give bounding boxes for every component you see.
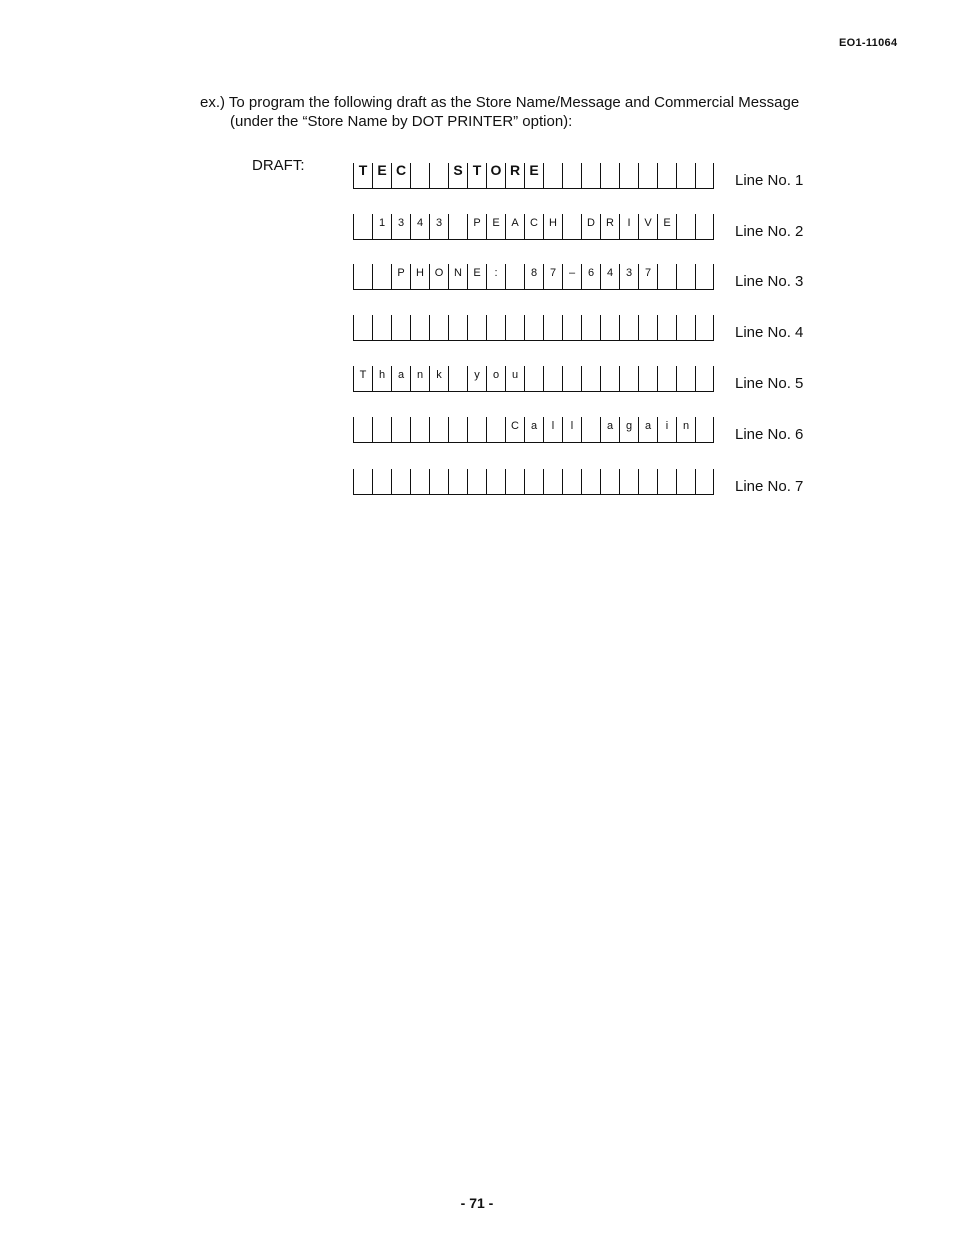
char-cell: a — [391, 366, 410, 392]
line-number-label: Line No. 1 — [735, 172, 804, 189]
char-cell: P — [391, 264, 410, 290]
draft-line-2 — [353, 214, 714, 240]
char-cell — [695, 315, 714, 341]
char-cell: 7 — [543, 264, 562, 290]
char-cell: O — [429, 264, 448, 290]
char-cell — [448, 315, 467, 341]
draft-line-5 — [353, 366, 714, 392]
char-cell — [695, 366, 714, 392]
char-cell: 3 — [391, 214, 410, 240]
char-cell — [638, 315, 657, 341]
char-cell — [486, 315, 505, 341]
char-cell: i — [657, 417, 676, 443]
char-cell — [657, 264, 676, 290]
draft-line-3 — [353, 264, 714, 290]
char-cell — [505, 264, 524, 290]
char-cell — [581, 469, 600, 495]
char-cell — [543, 469, 562, 495]
char-cell: T — [353, 163, 372, 189]
char-cell — [638, 163, 657, 189]
char-cell: 3 — [619, 264, 638, 290]
char-cell — [619, 315, 638, 341]
char-cell — [676, 163, 695, 189]
char-cell: O — [486, 163, 505, 189]
line-number-label: Line No. 3 — [735, 273, 804, 290]
char-cell: C — [391, 163, 410, 189]
draft-line-1 — [353, 163, 714, 189]
char-cell — [410, 469, 429, 495]
char-cell: R — [505, 163, 524, 189]
draft-line-6 — [353, 417, 714, 443]
char-cell — [486, 469, 505, 495]
char-cell — [543, 366, 562, 392]
char-cell — [695, 163, 714, 189]
char-cell: N — [448, 264, 467, 290]
char-cell: C — [524, 214, 543, 240]
line-number-label: Line No. 6 — [735, 426, 804, 443]
char-cell — [372, 417, 391, 443]
char-cell — [524, 469, 543, 495]
char-cell: R — [600, 214, 619, 240]
draft-line-4 — [353, 315, 714, 341]
char-cell: I — [619, 214, 638, 240]
char-cell — [676, 264, 695, 290]
char-cell: a — [600, 417, 619, 443]
char-cell — [581, 315, 600, 341]
char-cell — [448, 214, 467, 240]
char-cell — [562, 163, 581, 189]
char-cell — [353, 315, 372, 341]
char-cell — [638, 469, 657, 495]
char-cell — [353, 264, 372, 290]
char-cell — [353, 469, 372, 495]
line-number-label: Line No. 4 — [735, 324, 804, 341]
char-cell: P — [467, 214, 486, 240]
char-cell: D — [581, 214, 600, 240]
char-cell: V — [638, 214, 657, 240]
char-cell — [619, 366, 638, 392]
document-id: EO1-11064 — [839, 37, 898, 49]
char-cell — [391, 417, 410, 443]
char-cell — [524, 315, 543, 341]
char-cell: n — [676, 417, 695, 443]
char-cell: E — [467, 264, 486, 290]
char-cell: E — [486, 214, 505, 240]
char-cell — [543, 315, 562, 341]
char-cell — [676, 315, 695, 341]
char-cell — [410, 163, 429, 189]
char-cell — [657, 366, 676, 392]
char-cell — [505, 469, 524, 495]
char-cell — [600, 315, 619, 341]
char-cell — [543, 163, 562, 189]
char-cell: 4 — [410, 214, 429, 240]
char-cell — [638, 366, 657, 392]
char-cell: E — [657, 214, 676, 240]
char-cell — [695, 214, 714, 240]
intro-line-2: (under the “Store Name by DOT PRINTER” option): — [230, 113, 573, 130]
char-cell: 7 — [638, 264, 657, 290]
draft-line-7 — [353, 469, 714, 495]
char-cell: u — [505, 366, 524, 392]
char-cell — [600, 366, 619, 392]
intro-paragraph — [200, 93, 880, 131]
char-cell: C — [505, 417, 524, 443]
char-cell — [429, 417, 448, 443]
char-cell: E — [372, 163, 391, 189]
intro-line-1: ex.) To program the following draft as the Store Name/Message and Commercial Message — [200, 94, 800, 111]
char-cell — [429, 315, 448, 341]
char-cell — [695, 417, 714, 443]
char-cell: y — [467, 366, 486, 392]
char-cell: l — [543, 417, 562, 443]
char-cell — [372, 469, 391, 495]
char-cell — [467, 417, 486, 443]
char-cell — [353, 417, 372, 443]
char-cell — [619, 469, 638, 495]
char-cell: a — [638, 417, 657, 443]
char-cell — [391, 469, 410, 495]
char-cell: 8 — [524, 264, 543, 290]
char-cell — [372, 315, 391, 341]
char-cell — [657, 163, 676, 189]
char-cell — [448, 469, 467, 495]
page-number: - 71 - — [460, 1195, 494, 1211]
char-cell — [410, 315, 429, 341]
char-cell — [657, 469, 676, 495]
char-cell: o — [486, 366, 505, 392]
char-cell — [695, 264, 714, 290]
char-cell — [524, 366, 543, 392]
char-cell: n — [410, 366, 429, 392]
char-cell: A — [505, 214, 524, 240]
char-cell: h — [372, 366, 391, 392]
char-cell: 1 — [372, 214, 391, 240]
char-cell — [676, 366, 695, 392]
char-cell — [448, 417, 467, 443]
char-cell: E — [524, 163, 543, 189]
char-cell — [486, 417, 505, 443]
char-cell: H — [410, 264, 429, 290]
char-cell — [353, 214, 372, 240]
char-cell: k — [429, 366, 448, 392]
char-cell — [676, 214, 695, 240]
char-cell — [581, 417, 600, 443]
char-cell — [391, 315, 410, 341]
char-cell: g — [619, 417, 638, 443]
char-cell: 4 — [600, 264, 619, 290]
line-number-label: Line No. 2 — [735, 223, 804, 240]
char-cell — [619, 163, 638, 189]
char-cell — [372, 264, 391, 290]
draft-label: DRAFT: — [252, 157, 305, 174]
char-cell — [562, 315, 581, 341]
char-cell — [562, 366, 581, 392]
char-cell — [581, 163, 600, 189]
char-cell: l — [562, 417, 581, 443]
char-cell — [600, 469, 619, 495]
char-cell: T — [467, 163, 486, 189]
char-cell: T — [353, 366, 372, 392]
char-cell: H — [543, 214, 562, 240]
char-cell: S — [448, 163, 467, 189]
char-cell — [429, 163, 448, 189]
char-cell — [505, 315, 524, 341]
line-number-label: Line No. 5 — [735, 375, 804, 392]
char-cell — [467, 315, 486, 341]
char-cell: 3 — [429, 214, 448, 240]
char-cell — [600, 163, 619, 189]
char-cell — [562, 214, 581, 240]
char-cell: – — [562, 264, 581, 290]
char-cell — [467, 469, 486, 495]
char-cell — [562, 469, 581, 495]
char-cell — [695, 469, 714, 495]
char-cell: a — [524, 417, 543, 443]
char-cell — [676, 469, 695, 495]
char-cell — [429, 469, 448, 495]
line-number-label: Line No. 7 — [735, 478, 804, 495]
char-cell — [448, 366, 467, 392]
char-cell: : — [486, 264, 505, 290]
char-cell: 6 — [581, 264, 600, 290]
char-cell — [657, 315, 676, 341]
char-cell — [410, 417, 429, 443]
char-cell — [581, 366, 600, 392]
